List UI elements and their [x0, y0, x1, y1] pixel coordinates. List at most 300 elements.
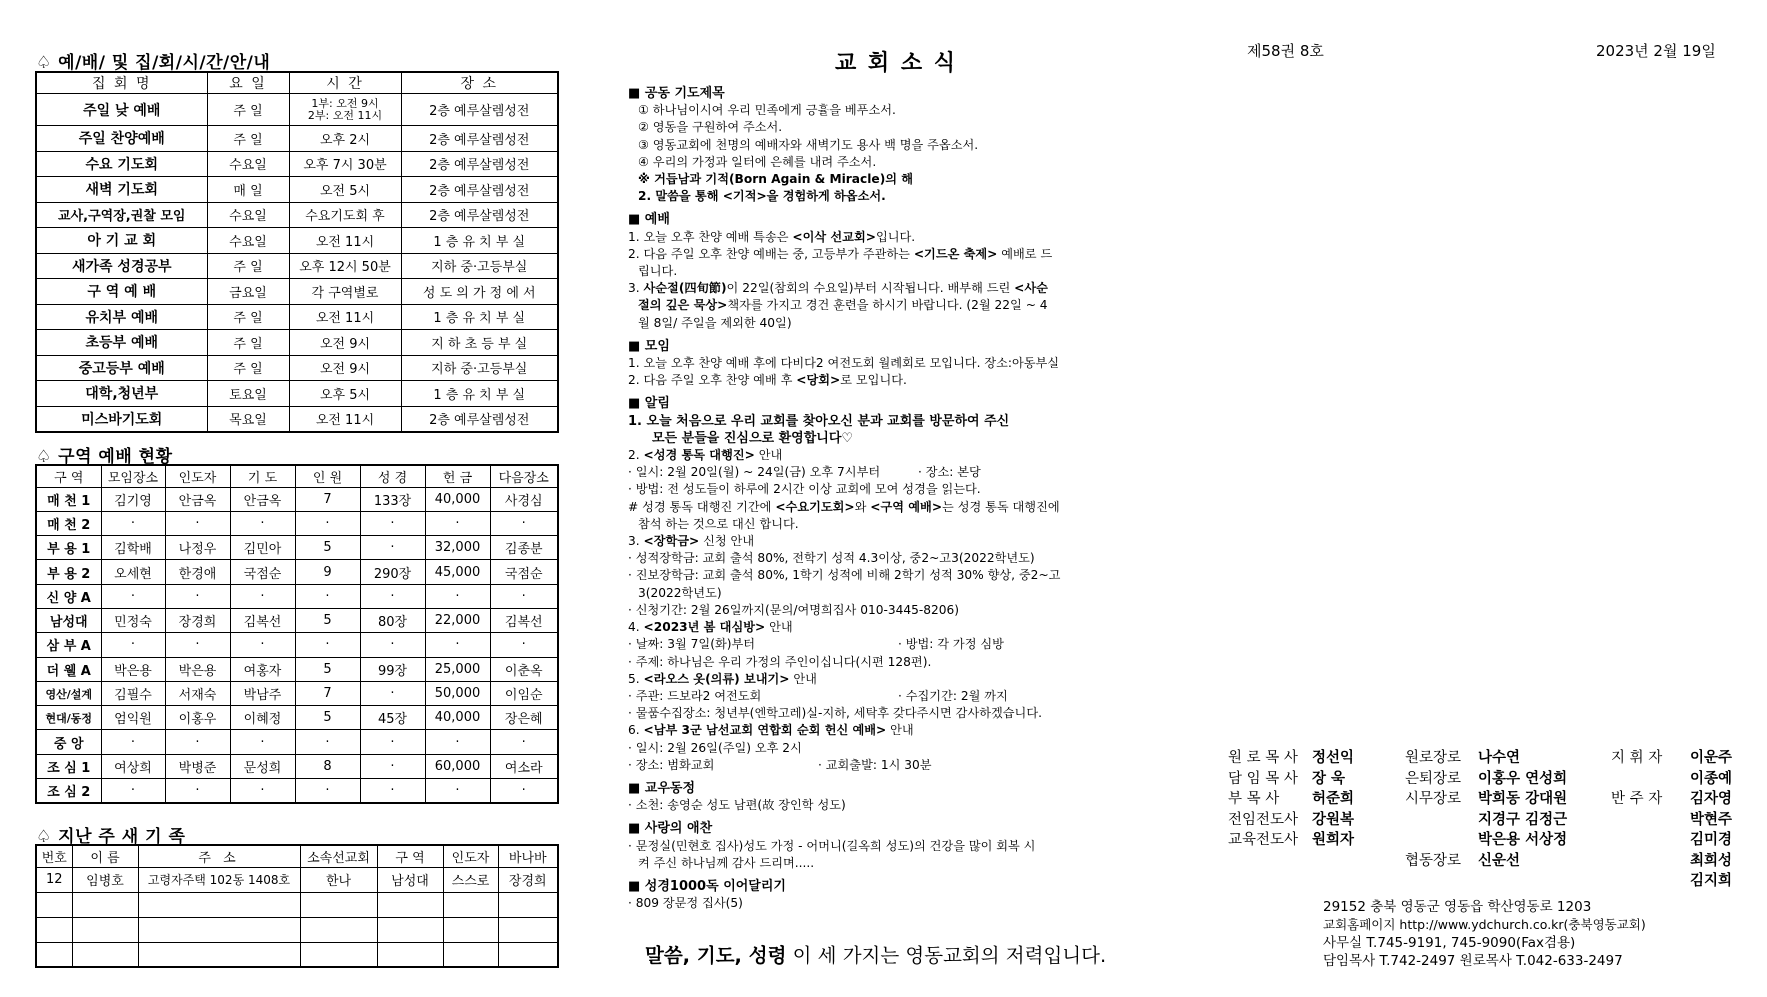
worship-item-1: 1. 오늘 오후 찬양 예배 특송은 <이삭 선교회>입니다.	[628, 229, 916, 244]
notice-detail: · 성적장학금: 교회 출석 80%, 전학기 성적 4.3이상, 중2~고3(2022학년도)	[628, 551, 1035, 566]
service-name: 교사,구역장,권찰 모임	[36, 202, 207, 228]
district-cell: 290장	[360, 560, 425, 584]
district-cell: 이홍우	[165, 706, 230, 730]
month-motto: 2. 말씀을 통해 <기적>을 경험하게 하옵소서.	[638, 189, 886, 204]
col-header: 시 간	[289, 72, 401, 94]
service-row	[36, 279, 558, 305]
prayer-heading: ■ 공동 기도제목	[628, 86, 725, 101]
district-cell: ·	[360, 730, 425, 754]
service-name: 새가족 성경공부	[36, 253, 207, 279]
service-place: 2층 예루살렘성전	[401, 406, 558, 432]
service-place: 지하 중·고등부실	[401, 355, 558, 381]
district-cell: 오세현	[101, 560, 165, 584]
love-item-cont: 켜 주신 하나님께 감사 드리며.....	[638, 855, 815, 870]
slogan	[645, 940, 1106, 968]
district-cell: ·	[360, 633, 425, 657]
service-row	[36, 253, 558, 279]
service-day: 수요일	[207, 228, 289, 254]
district-name: 남성대	[36, 608, 101, 632]
service-row	[36, 304, 558, 330]
service-place: 2층 예루살렘성전	[401, 151, 558, 177]
col-header: 인도자	[165, 465, 230, 487]
visitors-header-row	[36, 845, 558, 867]
district-cell: 김기영	[101, 487, 165, 511]
service-time: 오전 11시	[289, 304, 401, 330]
visitor-empty-row	[36, 942, 558, 967]
service-time: 오후 12시 50분	[289, 253, 401, 279]
district-cell: 사경심	[490, 487, 558, 511]
visitors-table	[35, 844, 559, 968]
district-row	[36, 633, 558, 657]
service-row	[36, 381, 558, 407]
districts-table	[35, 464, 559, 804]
district-cell: 이혜정	[230, 706, 295, 730]
notice-scholarship: 3. <장학금> 신청 안내	[628, 534, 755, 549]
notice-detail: 3(2022학년도)	[638, 585, 722, 600]
notice-welcome: 1. 오늘 처음으로 우리 교회를 찾아오신 분과 교회를 방문하여 주신	[628, 413, 1010, 429]
slogan-bold: 말씀, 기도, 성령	[645, 944, 787, 967]
notice-bible-reading: 2. <성경 통독 대행진> 안내	[628, 448, 783, 463]
service-place: 1 층 유 치 부 실	[401, 381, 558, 407]
service-name: 주일 낮 예배	[36, 94, 207, 126]
notice-detail: · 진보장학금: 교회 출석 80%, 1학기 성적에 비해 2학기 성적 30% 향상, 중2~고	[628, 568, 1061, 583]
district-cell: 45,000	[425, 560, 490, 584]
district-cell: 40,000	[425, 487, 490, 511]
notice-detail: · 주관: 드보라2 여전도회 · 수집기간: 2월 까지	[628, 688, 1008, 703]
district-cell: 김종분	[490, 536, 558, 560]
service-day: 수요일	[207, 151, 289, 177]
district-cell: 40,000	[425, 706, 490, 730]
service-row	[36, 202, 558, 228]
district-cell: ·	[230, 633, 295, 657]
staff-title: 전임전도사	[1228, 811, 1299, 828]
district-row	[36, 681, 558, 705]
staff-name: 정선익	[1312, 750, 1355, 766]
district-cell: ·	[165, 633, 230, 657]
district-cell: ·	[101, 511, 165, 535]
meeting-heading: ■ 모임	[628, 338, 670, 354]
col-header: 바나바	[498, 845, 558, 867]
love-heading: ■ 사랑의 애찬	[628, 821, 713, 837]
district-cell: ·	[295, 584, 360, 608]
district-cell: 9	[295, 560, 360, 584]
slogan-rest: 이 세 가지는 영동교회의 저력입니다.	[786, 944, 1107, 967]
service-time: 각 구역별로	[289, 279, 401, 305]
notice-detail: · 신청기간: 2월 26일까지(문의/여명희집사 010-3445-8206)	[628, 602, 960, 617]
col-header: 성 경	[360, 465, 425, 487]
service-time: 오전 9시	[289, 355, 401, 381]
district-cell: 5	[295, 657, 360, 681]
staff-name: 나수연	[1478, 750, 1521, 766]
services-header-row	[36, 72, 558, 94]
staff-title: 교육전도사	[1228, 832, 1299, 848]
meeting-item-2: 2. 다음 주일 오후 찬양 예배 후 <당회>로 모입니다.	[628, 373, 907, 388]
notice-detail: · 방법: 전 성도들이 하루에 2시간 이상 교회에 모여 성경을 읽는다.	[628, 482, 981, 497]
col-header: 기 도	[230, 465, 295, 487]
district-cell: ·	[295, 730, 360, 754]
service-name: 미스바기도회	[36, 406, 207, 432]
staff-name: 김지희	[1690, 873, 1733, 889]
district-row	[36, 730, 558, 754]
notice-detail: · 물품수집장소: 청년부(엔학고레)실-지하, 세탁후 갖다주시면 감사하겠습니다.	[628, 706, 1042, 721]
district-cell: 한경애	[165, 560, 230, 584]
service-time: 오후 5시	[289, 381, 401, 407]
district-cell: 32,000	[425, 536, 490, 560]
worship-item-2-cont: 립니다.	[638, 264, 678, 279]
district-name: 중 앙	[36, 730, 101, 754]
staff-name: 박희동 강대원	[1478, 791, 1568, 807]
service-row	[36, 406, 558, 432]
district-row	[36, 706, 558, 730]
service-name: 주일 찬양예배	[36, 126, 207, 152]
visitor-cell: 한나	[300, 867, 377, 892]
service-row	[36, 126, 558, 152]
col-header: 구 역	[36, 465, 101, 487]
district-cell: ·	[360, 779, 425, 803]
service-day: 토요일	[207, 381, 289, 407]
district-cell: 60,000	[425, 754, 490, 778]
district-cell: ·	[425, 779, 490, 803]
service-time: 오전 5시	[289, 177, 401, 203]
visitor-cell: 장경희	[498, 867, 558, 892]
district-cell: ·	[490, 584, 558, 608]
district-cell: ·	[425, 633, 490, 657]
staff-name: 장 욱	[1312, 770, 1346, 787]
district-cell: ·	[165, 730, 230, 754]
service-name: 아 기 교 회	[36, 228, 207, 254]
service-place: 성 도 의 가 정 에 서	[401, 279, 558, 305]
col-header: 모임장소	[101, 465, 165, 487]
prayer-item: ① 하나님이시여 우리 민족에게 긍휼을 베푸소서.	[638, 103, 896, 118]
district-row	[36, 584, 558, 608]
district-cell: ·	[165, 584, 230, 608]
visitor-empty-row	[36, 892, 558, 917]
district-cell: 45장	[360, 706, 425, 730]
service-day: 주 일	[207, 330, 289, 356]
district-name: 삼 부 A	[36, 633, 101, 657]
district-cell: ·	[360, 511, 425, 535]
service-row	[36, 330, 558, 356]
service-place: 2층 예루살렘성전	[401, 94, 558, 126]
visitor-cell: 고령자주택 102동 1408호	[138, 867, 300, 892]
staff-title: 반 주 자	[1611, 791, 1663, 807]
district-cell: ·	[295, 779, 360, 803]
district-name: 영산/설계	[36, 681, 101, 705]
prayer-item: ③ 영동교회에 천명의 예배자와 새벽기도 용사 백 명을 주옵소서.	[638, 137, 979, 152]
service-day: 주 일	[207, 126, 289, 152]
service-time: 오후 7시 30분	[289, 151, 401, 177]
service-place: 지 하 초 등 부 실	[401, 330, 558, 356]
staff-name: 이종예	[1690, 770, 1733, 787]
service-name: 중고등부 예배	[36, 355, 207, 381]
district-cell: 서재숙	[165, 681, 230, 705]
district-cell: 김민아	[230, 536, 295, 560]
members-heading: ■ 교우동정	[628, 780, 696, 796]
district-cell: ·	[165, 511, 230, 535]
year-motto: ※ 거듭남과 기적(Born Again & Miracle)의 해	[638, 172, 914, 187]
prayer-item: ④ 우리의 가정과 일터에 은혜를 내려 주소서.	[638, 154, 877, 169]
district-cell: ·	[101, 779, 165, 803]
bible-relay-heading: ■ 성경1000독 이어달리기	[628, 878, 786, 894]
district-cell: ·	[165, 779, 230, 803]
service-row	[36, 94, 558, 126]
staff-name: 이홍우 연성희	[1478, 770, 1568, 787]
col-header: 다음장소	[490, 465, 558, 487]
notice-detail: 참석 하는 것으로 대신 합니다.	[638, 516, 799, 531]
staff-title: 시무장로	[1405, 791, 1462, 807]
visitors-title: ♤ 지난 주 새 기 족	[36, 827, 186, 847]
district-cell: 80장	[360, 608, 425, 632]
news-column	[628, 82, 1173, 912]
staff-name: 강원복	[1312, 811, 1355, 828]
page-title: 교 회 소 식	[835, 51, 957, 76]
service-time-1: 1부: 오전 9시	[311, 96, 379, 110]
service-day: 금요일	[207, 279, 289, 305]
district-cell: 민정숙	[101, 608, 165, 632]
service-row	[36, 355, 558, 381]
district-cell: ·	[230, 730, 295, 754]
district-cell: 엄익원	[101, 706, 165, 730]
visitor-cell: 12	[36, 867, 72, 892]
bible-relay-item: · 809 장문정 집사(5)	[628, 896, 743, 911]
worship-item-3-cont: 월 8일/ 주일을 제외한 40일)	[638, 315, 792, 330]
district-cell: 5	[295, 706, 360, 730]
notice-mens-mission: 6. <남부 3군 남선교회 연합회 순회 헌신 예배> 안내	[628, 723, 914, 738]
issue-date: 2023년 2월 19일	[1596, 42, 1716, 60]
district-cell: 5	[295, 536, 360, 560]
district-cell: 7	[295, 681, 360, 705]
love-item: · 문정실(민현호 집사)성도 가정 - 어머니(길옥희 성도)의 건강을 많이 회복 시	[628, 838, 1036, 853]
notice-detail: · 장소: 범화교회 · 교회출발: 1시 30분	[628, 757, 932, 772]
service-place: 지하 중·고등부실	[401, 253, 558, 279]
col-header: 요 일	[207, 72, 289, 94]
col-header: 인도자	[443, 845, 498, 867]
service-time: 오전 11시	[289, 406, 401, 432]
col-header: 번호	[36, 845, 72, 867]
pastor-phones: 담임목사 T.742-2497 원로목사 T.042-633-2497	[1323, 953, 1623, 969]
service-day: 주 일	[207, 355, 289, 381]
service-time: 오전 11시	[289, 228, 401, 254]
district-cell: 안금옥	[165, 487, 230, 511]
staff-title: 부 목 사	[1228, 791, 1280, 807]
district-cell: ·	[425, 511, 490, 535]
col-header: 인 원	[295, 465, 360, 487]
district-cell: 25,000	[425, 657, 490, 681]
service-time	[289, 94, 401, 126]
district-cell: 국점순	[490, 560, 558, 584]
service-time: 오후 2시	[289, 126, 401, 152]
staff-name: 신운선	[1478, 852, 1521, 869]
district-cell: ·	[101, 584, 165, 608]
service-name: 대학,청년부	[36, 381, 207, 407]
district-cell: ·	[101, 633, 165, 657]
district-cell: 장경희	[165, 608, 230, 632]
staff-name: 박현주	[1690, 811, 1733, 828]
district-row	[36, 754, 558, 778]
districts-title: ♤ 구역 예배 현황	[36, 447, 173, 467]
service-row	[36, 177, 558, 203]
services-table	[35, 71, 559, 433]
district-name: 더 웰 A	[36, 657, 101, 681]
district-cell: ·	[101, 730, 165, 754]
office-phone: 사무실 T.745-9191, 745-9090(Fax겸용)	[1323, 935, 1576, 951]
service-place: 1 층 유 치 부 실	[401, 228, 558, 254]
service-time-2: 2부: 오전 11시	[307, 108, 383, 122]
service-place: 2층 예루살렘성전	[401, 202, 558, 228]
district-cell: 여소라	[490, 754, 558, 778]
staff-name: 지경구 김정근	[1478, 811, 1568, 828]
district-cell: ·	[230, 511, 295, 535]
service-name: 수요 기도회	[36, 151, 207, 177]
districts-header-row	[36, 465, 558, 487]
meeting-item-1: 1. 오늘 오후 찬양 예배 후에 다비다2 여전도회 월례회로 모입니다. 장소:아동부실	[628, 356, 1060, 371]
staff-title: 지 휘 자	[1611, 750, 1663, 766]
service-name: 초등부 예배	[36, 330, 207, 356]
district-cell: 133장	[360, 487, 425, 511]
district-cell: ·	[230, 779, 295, 803]
district-cell: 박은용	[165, 657, 230, 681]
service-place: 1 층 유 치 부 실	[401, 304, 558, 330]
worship-heading: ■ 예배	[628, 212, 670, 228]
staff-title: 은퇴장로	[1405, 770, 1462, 787]
service-place: 2층 예루살렘성전	[401, 177, 558, 203]
district-cell: ·	[230, 584, 295, 608]
staff-title: 협동장로	[1405, 852, 1462, 869]
services-title: ♤ 예/배/ 및 집/회/시/간/안/내	[36, 53, 271, 73]
col-header: 장 소	[401, 72, 558, 94]
district-cell: 7	[295, 487, 360, 511]
district-cell: 박은용	[101, 657, 165, 681]
district-cell: 50,000	[425, 681, 490, 705]
district-row	[36, 487, 558, 511]
district-cell: ·	[360, 536, 425, 560]
church-address: 29152 충북 영동군 영동읍 학산영동로 1203	[1323, 899, 1592, 915]
service-name: 유치부 예배	[36, 304, 207, 330]
district-cell: 여홍자	[230, 657, 295, 681]
district-name: 매 천 1	[36, 487, 101, 511]
district-cell: 5	[295, 608, 360, 632]
col-header: 구 역	[377, 845, 443, 867]
district-cell: 안금옥	[230, 487, 295, 511]
district-cell: 여상희	[101, 754, 165, 778]
staff-title: 원 로 목 사	[1228, 750, 1298, 766]
district-cell: 99장	[360, 657, 425, 681]
visitor-empty-row	[36, 917, 558, 942]
col-header: 헌 금	[425, 465, 490, 487]
district-cell: 나정우	[165, 536, 230, 560]
notice-welcome-cont: 모든 분들을 진심으로 환영합니다♡	[652, 430, 854, 446]
staff-name: 허준희	[1312, 791, 1355, 807]
district-cell: ·	[425, 730, 490, 754]
district-name: 매 천 2	[36, 511, 101, 535]
district-cell: 박병준	[165, 754, 230, 778]
district-cell: 김복선	[490, 608, 558, 632]
district-cell: 이춘옥	[490, 657, 558, 681]
notice-detail: · 날짜: 3월 7일(화)부터 · 방법: 각 가정 심방	[628, 637, 1004, 652]
worship-item-2: 2. 다음 주일 오후 찬양 예배는 중, 고등부가 주관하는 <기드온 축제> 예배로 드	[628, 246, 1053, 261]
staff-name: 원희자	[1312, 832, 1355, 848]
service-row	[36, 228, 558, 254]
notice-detail: · 일시: 2월 20일(월) ~ 24일(금) 오후 7시부터 · 장소: 본당	[628, 465, 981, 480]
staff-name: 이운주	[1690, 750, 1733, 766]
visitor-cell: 임병호	[72, 867, 138, 892]
visitor-row	[36, 867, 558, 892]
district-row	[36, 560, 558, 584]
district-cell: ·	[360, 584, 425, 608]
col-header: 주 소	[138, 845, 300, 867]
service-time: 수요기도회 후	[289, 202, 401, 228]
district-cell: 박남주	[230, 681, 295, 705]
prayer-item: ② 영동을 구원하여 주소서.	[638, 120, 783, 135]
church-homepage: 교회홈페이지 http://www.ydchurch.co.kr(충북영동교회)	[1323, 917, 1646, 932]
district-cell: 8	[295, 754, 360, 778]
district-cell: 김필수	[101, 681, 165, 705]
col-header: 이 름	[72, 845, 138, 867]
service-day: 주 일	[207, 253, 289, 279]
notice-detail: · 주제: 하나님은 우리 가정의 주인이십니다(시편 128편).	[628, 654, 932, 669]
service-name: 구 역 예 배	[36, 279, 207, 305]
worship-item-3-cont: 절의 깊은 묵상>책자를 가지고 경건 훈련을 하시기 바랍니다. (2월 22일 ~ 4	[638, 298, 1048, 313]
service-day: 매 일	[207, 177, 289, 203]
district-name: 현대/동정	[36, 706, 101, 730]
district-cell: ·	[490, 779, 558, 803]
district-row	[36, 657, 558, 681]
service-day: 주 일	[207, 304, 289, 330]
district-name: 조 심 2	[36, 779, 101, 803]
visitor-cell: 스스로	[443, 867, 498, 892]
district-name: 부 용 2	[36, 560, 101, 584]
district-cell: ·	[360, 681, 425, 705]
service-day: 목요일	[207, 406, 289, 432]
district-cell: 문성희	[230, 754, 295, 778]
district-cell: ·	[295, 511, 360, 535]
service-day: 주 일	[207, 94, 289, 126]
district-cell: 국점순	[230, 560, 295, 584]
district-cell: ·	[490, 730, 558, 754]
district-cell: ·	[490, 511, 558, 535]
notices-heading: ■ 알림	[628, 396, 670, 412]
district-row	[36, 511, 558, 535]
district-cell: ·	[490, 633, 558, 657]
district-cell: 이임순	[490, 681, 558, 705]
district-cell: ·	[425, 584, 490, 608]
district-cell: ·	[360, 754, 425, 778]
service-row	[36, 151, 558, 177]
district-cell: 장은혜	[490, 706, 558, 730]
col-header: 집 회 명	[36, 72, 207, 94]
district-name: 신 양 A	[36, 584, 101, 608]
district-cell: 김학배	[101, 536, 165, 560]
staff-name: 박은용 서상정	[1478, 832, 1568, 848]
col-header: 소속선교회	[300, 845, 377, 867]
district-row	[36, 608, 558, 632]
service-time: 오전 9시	[289, 330, 401, 356]
worship-item-3: 3. 사순절(四旬節)이 22일(참회의 수요일)부터 시작됩니다. 배부해 드린 <사순	[628, 281, 1048, 296]
notice-detail: # 성경 통독 대행진 기간에 <수요기도회>와 <구역 예배>는 성경 통독 대행진에	[628, 499, 1060, 514]
notice-clothes: 5. <라오스 옷(의류) 보내기> 안내	[628, 671, 817, 686]
staff-name: 김자영	[1690, 791, 1733, 807]
contact-info	[1323, 898, 1646, 970]
visitor-cell: 남성대	[377, 867, 443, 892]
service-name: 새벽 기도회	[36, 177, 207, 203]
notice-detail: · 일시: 2월 26일(주일) 오후 2시	[628, 740, 802, 755]
volume-number: 제58권 8호	[1247, 42, 1324, 60]
district-row	[36, 779, 558, 803]
district-name: 부 용 1	[36, 536, 101, 560]
staff-name: 최희성	[1690, 852, 1733, 869]
staff-name: 김미경	[1690, 832, 1733, 848]
service-day: 수요일	[207, 202, 289, 228]
